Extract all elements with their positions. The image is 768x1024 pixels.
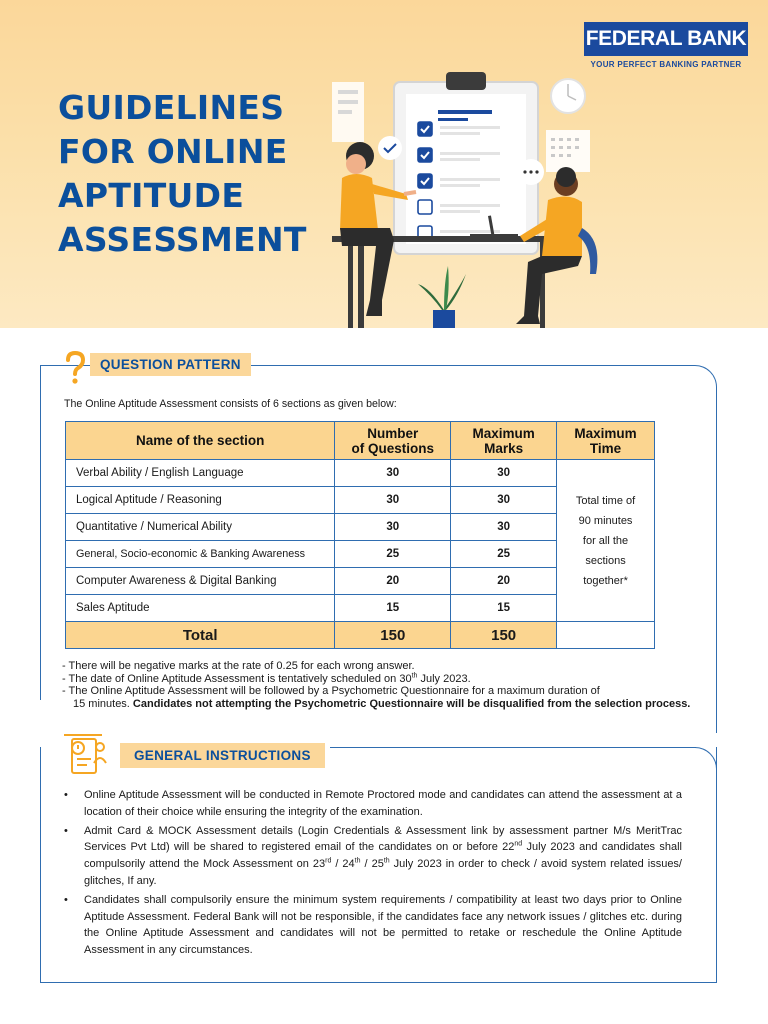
- note-date-sup: th: [411, 671, 418, 679]
- total-label: Total: [66, 622, 335, 649]
- questions-cell: 20: [335, 568, 451, 595]
- marks-cell: 25: [451, 541, 557, 568]
- instr-text: July 2023 in order to check / avoid system related issues/ glitches, If any.: [84, 858, 682, 887]
- max-time-cell: [557, 460, 655, 622]
- question-pattern-label: QUESTION PATTERN: [90, 353, 251, 376]
- sections-table: [65, 421, 655, 649]
- total-time-blank: [557, 622, 655, 649]
- instructions-document-icon: [62, 733, 112, 777]
- instr-text: Admit Card & MOCK Assessment details (Login Credentials & Assessment link by assessment partner M/s MeritTrac Services Pvt Ltd) will be shared to registered email of the candidates on or before 22: [84, 824, 682, 854]
- frame-left-rule: [40, 365, 41, 700]
- note-negative-marks: - There will be negative marks at the rate of 0.25 for each wrong answer.: [62, 660, 415, 672]
- section-name-cell: Computer Awareness & Digital Banking: [66, 568, 335, 595]
- marks-cell: 30: [451, 487, 557, 514]
- instr-sup: rd: [325, 857, 332, 865]
- questions-cell: 30: [335, 460, 451, 487]
- instr-sup: th: [383, 857, 390, 865]
- questions-cell: 30: [335, 487, 451, 514]
- instr-text: / 24: [331, 858, 355, 871]
- header-num-questions: [335, 422, 451, 460]
- header-time-line1: Maximum: [574, 425, 637, 441]
- instr-sup: nd: [514, 840, 523, 848]
- questions-cell: 15: [335, 595, 451, 622]
- header-banner: [0, 0, 768, 328]
- logo-tagline: YOUR PERFECT BANKING PARTNER: [590, 60, 742, 69]
- general-instructions-label: GENERAL INSTRUCTIONS: [120, 743, 325, 768]
- frame-corner: [695, 747, 717, 769]
- title-line: ASSESSMENT: [58, 220, 307, 259]
- table-intro-text: The Online Aptitude Assessment consists of 6 sections as given below:: [64, 398, 397, 410]
- header-time-line2: Time: [589, 440, 622, 456]
- section-name-cell: Logical Aptitude / Reasoning: [66, 487, 335, 514]
- note-psychometric-duration: 15 minutes.: [73, 697, 133, 710]
- marks-cell: 30: [451, 460, 557, 487]
- page-title: [58, 86, 348, 262]
- note-date: [62, 673, 702, 686]
- marks-cell: 20: [451, 568, 557, 595]
- note-disqualification: Candidates not attempting the Psychometric Questionnaire will be disqualified from the selection process.: [132, 697, 691, 710]
- note-date-tail: July 2023.: [417, 672, 471, 685]
- assessment-illustration: [320, 60, 620, 328]
- instr-text: / 25: [360, 858, 384, 871]
- total-row: [66, 622, 655, 649]
- table-header-row: [66, 422, 655, 460]
- instr-sup: th: [354, 857, 361, 865]
- notes-block: [62, 660, 702, 710]
- note-psychometric: - The Online Aptitude Assessment will be followed by a Psychometric Questionnaire for a maximum duration of: [62, 685, 600, 698]
- note-psychometric-cont: [62, 698, 702, 711]
- title-line: GUIDELINES: [58, 88, 285, 127]
- questions-cell: 30: [335, 514, 451, 541]
- section-name-cell: Sales Aptitude: [66, 595, 335, 622]
- question-mark-icon: [64, 351, 86, 385]
- list-item: • Candidates shall compulsorily ensure the minimum system requirements / compatibility at least two days prior to Online Aptitude Assessment. Federal Bank will not be responsible, if the candidates face any network issues / glitches etc. during the Online Aptitude Assessment and candidates will not be permitted to retake or reschedule the Online Aptitude Assessment in any circumstances.: [62, 892, 682, 959]
- title-line: APTITUDE: [58, 176, 245, 215]
- instr-text: July 2023 and candidates shall compulsorily attend the Mock Assessment on 23: [84, 841, 682, 871]
- header-max-marks: [451, 422, 557, 460]
- header-num-line1: Number: [367, 425, 419, 441]
- header-section-name: Name of the section: [66, 422, 335, 460]
- instructions-list: [62, 787, 682, 961]
- marks-cell: 30: [451, 514, 557, 541]
- list-item: • Online Aptitude Assessment will be conducted in Remote Proctored mode and candidates can attend the assessment at a location of their choice while ensuring the integrity of the examination.: [62, 787, 682, 821]
- time-line: Total time of: [575, 494, 636, 507]
- frame-top-rule: [330, 747, 696, 748]
- title-line: FOR ONLINE: [58, 132, 288, 171]
- logo-wordmark: FEDERAL BANK: [584, 22, 748, 56]
- time-line: sections: [585, 554, 626, 567]
- header-marks-line1: Maximum: [472, 425, 535, 441]
- questions-cell: 25: [335, 541, 451, 568]
- table-row: [66, 460, 655, 487]
- section-name-cell: Verbal Ability / English Language: [66, 460, 335, 487]
- marks-cell: 15: [451, 595, 557, 622]
- time-line: together*: [583, 574, 628, 587]
- header-marks-line2: Marks: [484, 440, 524, 456]
- note-date-text: - The date of Online Aptitude Assessment is tentatively scheduled on 30: [62, 672, 412, 685]
- total-questions: 150: [335, 622, 451, 649]
- time-line: 90 minutes: [578, 514, 633, 527]
- section-name-cell: Quantitative / Numerical Ability: [66, 514, 335, 541]
- section-name-cell: General, Socio-economic & Banking Awareness: [66, 541, 335, 568]
- header-max-time: [557, 422, 655, 460]
- total-marks: 150: [451, 622, 557, 649]
- time-line: for all the: [582, 534, 629, 547]
- list-item: [62, 823, 682, 890]
- header-num-line2: of Questions: [351, 440, 435, 456]
